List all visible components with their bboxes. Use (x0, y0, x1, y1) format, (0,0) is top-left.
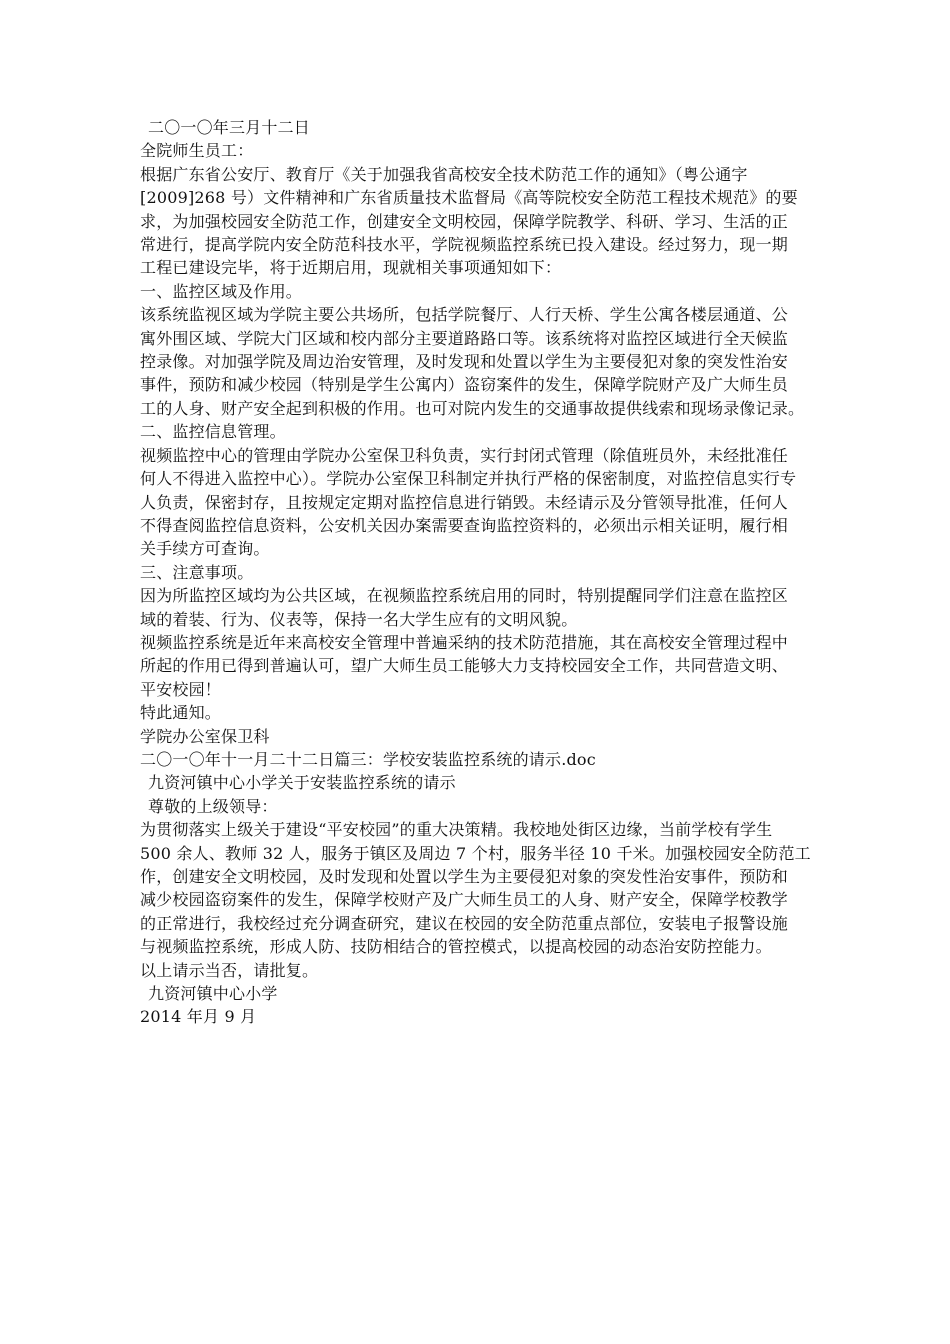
body-line: 所起的作用已得到普遍认可，望广大师生员工能够大力支持校园安全工作，共同营造文明、 (140, 656, 789, 676)
body-line: 与视频监控系统，形成人防、技防相结合的管控模式，以提高校园的动态治安防控能力。 (140, 937, 772, 957)
body-line: 人负责，保密封存，且按规定定期对监控信息进行销毁。未经请示及分管领导批准，任何人 (140, 492, 789, 512)
body-line: 常进行，提高学院内安全防范科技水平，学院视频监控系统已投入建设。经过努力，现一期 (140, 235, 789, 255)
body-line: 作，创建安全文明校园，及时发现和处置以学生为主要侵犯对象的突发性治安事件，预防和 (140, 867, 789, 886)
body-line: 减少校园盗窃案件的发生，保障学校财产及广大师生员工的人身、财产安全，保障学校教学 (140, 890, 789, 910)
body-line: [2009]268 号）文件精神和广东省质量技术监督局《高等院校安全防范工程技术规范》的要 (140, 188, 798, 208)
closing-line: 以上请示当否，请批复。 (140, 960, 319, 980)
body-line: 何人不得进入监控中心）。学院办公室保卫科制定并执行严格的保密制度，对监控信息实行专 (140, 469, 797, 489)
signature-school: 九资河镇中心小学 (148, 984, 278, 1004)
body-line: 事件，预防和减少校园（特别是学生公寓内）盗窃案件的发生，保障学院财产及广大师生员 (140, 375, 789, 395)
signature-office: 学院办公室保卫科 (140, 726, 270, 746)
section-heading: 三、注意事项。 (140, 562, 254, 582)
body-line: 500 余人、教师 32 人，服务于镇区及周边 7 个村，服务半径 10 千米。加强校园安全防范工 (140, 843, 811, 863)
date-and-next-title: 二〇一〇年十一月二十二日篇三：学校安装监控系统的请示.doc (140, 749, 596, 769)
body-line: 该系统监视区域为学院主要公共场所，包括学院餐厅、人行天桥、学生公寓各楼层通道、公 (140, 305, 789, 325)
request-title: 九资河镇中心小学关于安装监控系统的请示 (148, 773, 456, 793)
closing-line: 特此通知。 (140, 703, 222, 723)
body-line: 的正常进行，我校经过充分调查研究，建议在校园的安全防范重点部位，安装电子报警设施 (140, 913, 789, 933)
body-line: 关手续方可查询。 (140, 539, 270, 559)
body-line: 因为所监控区域均为公共区域，在视频监控系统启用的同时，特别提醒同学们注意在监控区 (140, 586, 789, 606)
section-heading: 一、监控区域及作用。 (140, 281, 303, 301)
body-line: 工程已建设完毕，将于近期启用，现就相关事项通知如下： (140, 258, 562, 278)
body-line: 寓外围区域、学院大门区域和校内部分主要道路路口等。该系统将对监控区域进行全天候监 (140, 328, 789, 348)
salutation: 全院师生员工： (140, 141, 254, 161)
body-line: 求，为加强校园安全防范工作，创建安全文明校园，保障学院教学、科研、学习、生活的正 (140, 211, 789, 231)
body-line: 不得查阅监控信息资料，公安机关因办案需要查询监控资料的，必须出示相关证明，履行相 (140, 515, 789, 535)
notice-date: 二〇一〇年三月十二日 (148, 118, 311, 137)
signature-date: 2014 年月 9 月 (140, 1007, 257, 1027)
section-heading: 二、监控信息管理。 (140, 422, 286, 442)
body-line: 工的人身、财产安全起到积极的作用。也可对院内发生的交通事故提供线索和现场录像记录。 (140, 398, 805, 418)
body-line: 平安校园！ (140, 679, 222, 699)
request-salutation: 尊敬的上级领导： (148, 796, 278, 816)
body-line: 域的着装、行为、仪表等，保持一名大学生应有的文明风貌。 (140, 609, 578, 629)
document-page (140, 116, 820, 1029)
body-line: 根据广东省公安厅、教育厅《关于加强我省高校安全技术防范工作的通知》（粤公通字 (140, 164, 748, 184)
body-line: 视频监控系统是近年来高校安全管理中普遍采纳的技术防范措施，其在高校安全管理过程中 (140, 632, 789, 652)
body-line: 为贯彻落实上级关于建设“平安校园”的重大决策精。我校地处街区边缘，当前学校有学生 (140, 820, 773, 840)
body-line: 控录像。对加强学院及周边治安管理，及时发现和处置以学生为主要侵犯对象的突发性治安 (140, 352, 789, 372)
body-line: 视频监控中心的管理由学院办公室保卫科负责，实行封闭式管理（除值班员外，未经批准任 (140, 445, 789, 465)
